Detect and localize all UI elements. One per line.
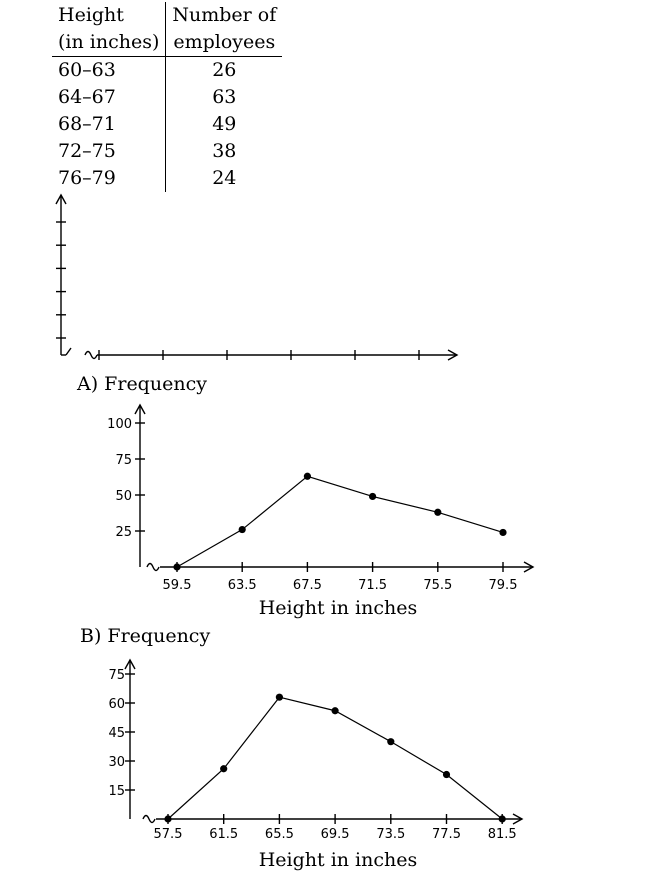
x-tick-label: 81.5 — [487, 827, 517, 842]
count-cell: 26 — [166, 57, 282, 85]
header-height-line2: (in inches) — [58, 31, 160, 53]
header-employees-line2: employees — [173, 31, 276, 53]
frequency-polygon-line — [168, 697, 502, 819]
x-tick-label: 69.5 — [320, 827, 350, 842]
count-cell: 38 — [166, 138, 282, 165]
y-tick-label: 30 — [108, 755, 125, 770]
data-point — [369, 493, 376, 500]
y-tick-label: 50 — [115, 489, 132, 504]
option-a-title: A) Frequency — [77, 373, 207, 395]
height-cell: 68–71 — [58, 113, 116, 135]
y-tick-label: 15 — [108, 784, 125, 799]
data-point — [173, 563, 180, 570]
axis-break-segment — [66, 348, 71, 355]
height-cell: 76–79 — [58, 167, 116, 189]
x-tick-label: 75.5 — [423, 578, 453, 593]
height-cell: 64–67 — [58, 86, 116, 108]
axis-break-symbol — [147, 564, 159, 571]
header-employees-line1: Number of — [172, 4, 277, 26]
chart-option-a — [76, 373, 533, 619]
x-axis-label: Height in inches — [258, 849, 418, 871]
option-b-title: B) Frequency — [80, 625, 211, 647]
x-tick-label: 61.5 — [209, 827, 239, 842]
x-tick-label: 71.5 — [358, 578, 388, 593]
axis-break-symbol — [143, 816, 155, 823]
x-tick-label: 65.5 — [264, 827, 294, 842]
x-tick-label: 59.5 — [162, 578, 192, 593]
y-tick-label: 100 — [107, 417, 132, 432]
height-cell: 60–63 — [58, 59, 116, 81]
data-point — [276, 694, 283, 701]
y-tick-label: 25 — [115, 525, 132, 540]
x-axis-label: Height in inches — [258, 597, 418, 619]
height-cell: 72–75 — [58, 140, 116, 162]
x-tick-label: 57.5 — [153, 827, 183, 842]
axis-break-symbol — [85, 352, 97, 359]
data-point — [499, 529, 506, 536]
count-cell: 24 — [166, 165, 282, 192]
data-point — [164, 815, 171, 822]
data-point — [304, 473, 311, 480]
count-cell: 49 — [166, 111, 282, 138]
y-tick-label: 75 — [115, 453, 132, 468]
data-point — [387, 738, 394, 745]
x-tick-label: 63.5 — [227, 578, 257, 593]
count-cell: 63 — [166, 84, 282, 111]
data-point — [239, 526, 246, 533]
data-point — [220, 765, 227, 772]
x-tick-label: 73.5 — [376, 827, 406, 842]
blank-graph-grid — [56, 195, 457, 360]
y-tick-label: 45 — [108, 726, 125, 741]
x-tick-label: 77.5 — [432, 827, 461, 842]
y-tick-label: 60 — [108, 697, 125, 712]
data-point — [443, 771, 450, 778]
x-tick-label: 67.5 — [292, 578, 322, 593]
chart-option-b — [80, 625, 522, 871]
header-height-line1: Height — [58, 4, 124, 26]
y-tick-label: 75 — [108, 668, 125, 683]
data-point — [499, 815, 506, 822]
data-point — [434, 509, 441, 516]
frequency-polygon-line — [177, 476, 503, 567]
x-tick-label: 79.5 — [488, 578, 518, 593]
data-point — [332, 707, 339, 714]
